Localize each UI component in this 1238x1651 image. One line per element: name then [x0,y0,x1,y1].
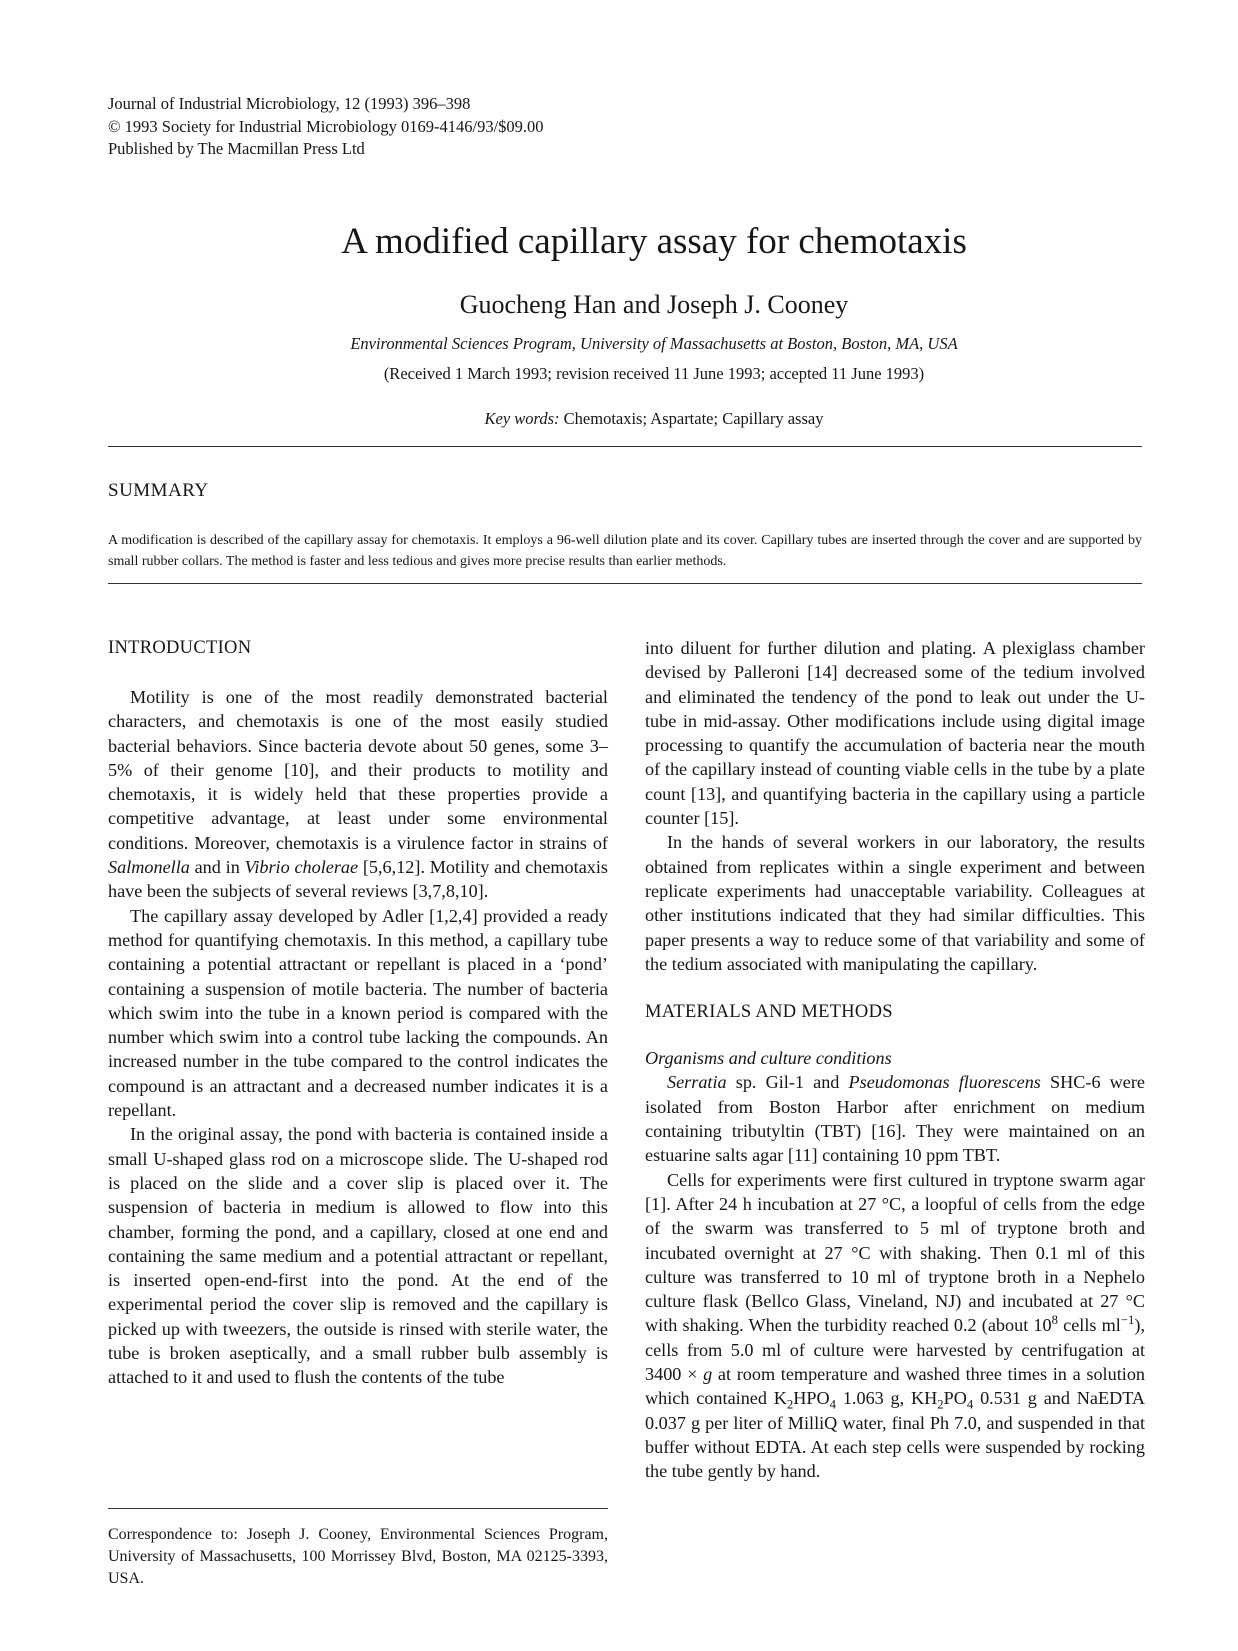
divider-top [108,446,1142,447]
journal-header [108,93,544,161]
keywords-label: Key words: [484,409,560,428]
paper-title: A modified capillary assay for chemotaxis [341,221,967,262]
divider-bottom [108,583,1142,584]
methods-paragraph-1: Serratia sp. Gil-1 and Pseudomonas fluorescens SHC-6 were isolated from Boston Harbor after enrichment on medium containing tributyltin (TBT) [16]. They were maintained on an estuarine salts agar [11] containing 10 ppm TBT. [645,1072,1146,1166]
received-dates: (Received 1 March 1993; revision received 11 June 1993; accepted 11 June 1993) [383,364,925,383]
summary-heading: SUMMARY [108,480,209,501]
footnote-rule [108,1508,608,1509]
journal-citation: Journal of Industrial Microbiology, 12 (1993) 396–398 [108,94,471,113]
section-heading-introduction: INTRODUCTION [108,638,252,658]
summary-text: A modification is described of the capillary assay for chemotaxis. It employs a 96-well dilution plate and its cover. Capillary tubes are inserted through the cover and are supported by small rubber collars. The method is faster and less tedious and gives more precise results than earlier methods. [108,533,1142,569]
intro-paragraph-3-continued: into diluent for further dilution and plating. A plexiglass chamber devised by Palleroni [14] decreased some of the tedium involved and eliminated the tendency of the pond to leak out under the U-tube in mid-assay. Other modifications include using digital image processing to quantify the accumulation of bacteria near the mouth of the capillary instead of counting viable cells in the tube by a plate count [13], and quantifying bacteria in the capillary using a particle counter [15]. [645,638,1145,829]
intro-paragraph-1: Motility is one of the most readily demonstrated bacterial characters, and chemotaxis is one of the most easily studied bacterial behaviors. Since bacteria devote about 50 genes, some 3–5% of their genome [10], and their products to motility and chemotaxis, it is widely held that these properties provide a competitive advantage, at least under some environmental conditions. Moreover, chemotaxis is a virulence factor in strains of Salmonella and in Vibrio cholerae [5,6,12]. Motility and chemotaxis have been the subjects of several reviews [3,7,8,10]. [108,687,608,902]
section-heading-methods: MATERIALS AND METHODS [645,1002,893,1023]
subsection-heading-organisms: Organisms and culture conditions [645,1048,892,1069]
column-left [108,636,608,1390]
copyright-line: © 1993 Society for Industrial Microbiology 0169-4146/93/$09.00 [108,116,544,136]
intro-paragraph-2: The capillary assay developed by Adler [1,2,4] provided a ready method for quantifying chemotaxis. In this method, a capillary tube containing a potential attractant or repellant is placed in a ‘pond’ containing a suspension of motile bacteria. The number of bacteria which swim into the tube in a known period is compared with the number which swim into a control tube lacking the compounds. An increased number in the tube compared to the control indicates the compound is an attractant and a decreased number indicates it is a repellant. [108,905,608,1121]
authors: Guocheng Han and Joseph J. Cooney [459,290,849,319]
methods-paragraph-2: Cells for experiments were first cultured in tryptone swarm agar [1]. After 24 h incubation at 27 °C, a loopful of cells from the edge of the swarm was transferred to 5 ml of tryptone broth and incubated overnight at 27 °C with shaking. Then 0.1 ml of this culture was transferred to 10 ml of tryptone broth in a Nephelo culture flask (Bellco Glass, Vineland, NJ) and incubated at 27 °C with shaking. When the turbidity reached 0.2 (about $10^8$ cells $ml^{-1}$), cells from 5.0 ml of culture were harvested by centrifugation at 3400 × g at room temperature and washed three times in a solution which contained $K_2HPO_4$ 1.063 g, $KH_2PO_4$ 0.531 g and NaEDTA 0.037 g per liter of MilliQ water, final Ph 7.0, and suspended in that buffer without EDTA. At each step cells were suspended by rocking the tube gently by hand. [645,1169,1146,1482]
intro-paragraph-4: In the hands of several workers in our laboratory, the results obtained from replicates within a single experiment and between replicate experiments had unacceptable variability. Colleagues at other institutions indicated that they had similar difficulties. This paper presents a way to reduce some of that variability and some of the tedium associated with manipulating the capillary. [645,832,1145,974]
column-right [645,636,1145,1484]
keywords-text: Chemotaxis; Aspartate; Capillary assay [559,409,824,428]
affiliation: Environmental Sciences Program, University of Massachusetts at Boston, Boston, MA, USA [350,334,958,353]
correspondence-footnote: Correspondence to: Joseph J. Cooney, Environmental Sciences Program, University of Massachusetts, 100 Morrissey Blvd, Boston, MA 02125-3393, USA. [108,1526,608,1587]
intro-paragraph-3: In the original assay, the pond with bacteria is contained inside a small U-shaped glass rod on a microscope slide. The U-shaped rod is placed on the slide and a cover slip is placed over it. The suspension of bacteria in medium is allowed to flow into this chamber, forming the pond, and a capillary, closed at one end and containing the same medium and a potential attractant or repellant, is inserted open-end-first into the pond. At the end of the experimental period the cover slip is removed and the capillary is picked up with tweezers, the outside is rinsed with sterile water, the tube is broken aseptically, and a small rubber bulb assembly is attached to it and used to flush the contents of the tube [108,1124,608,1388]
publisher-line: Published by The Macmillan Press Ltd [108,139,365,158]
keywords [0,408,1238,430]
